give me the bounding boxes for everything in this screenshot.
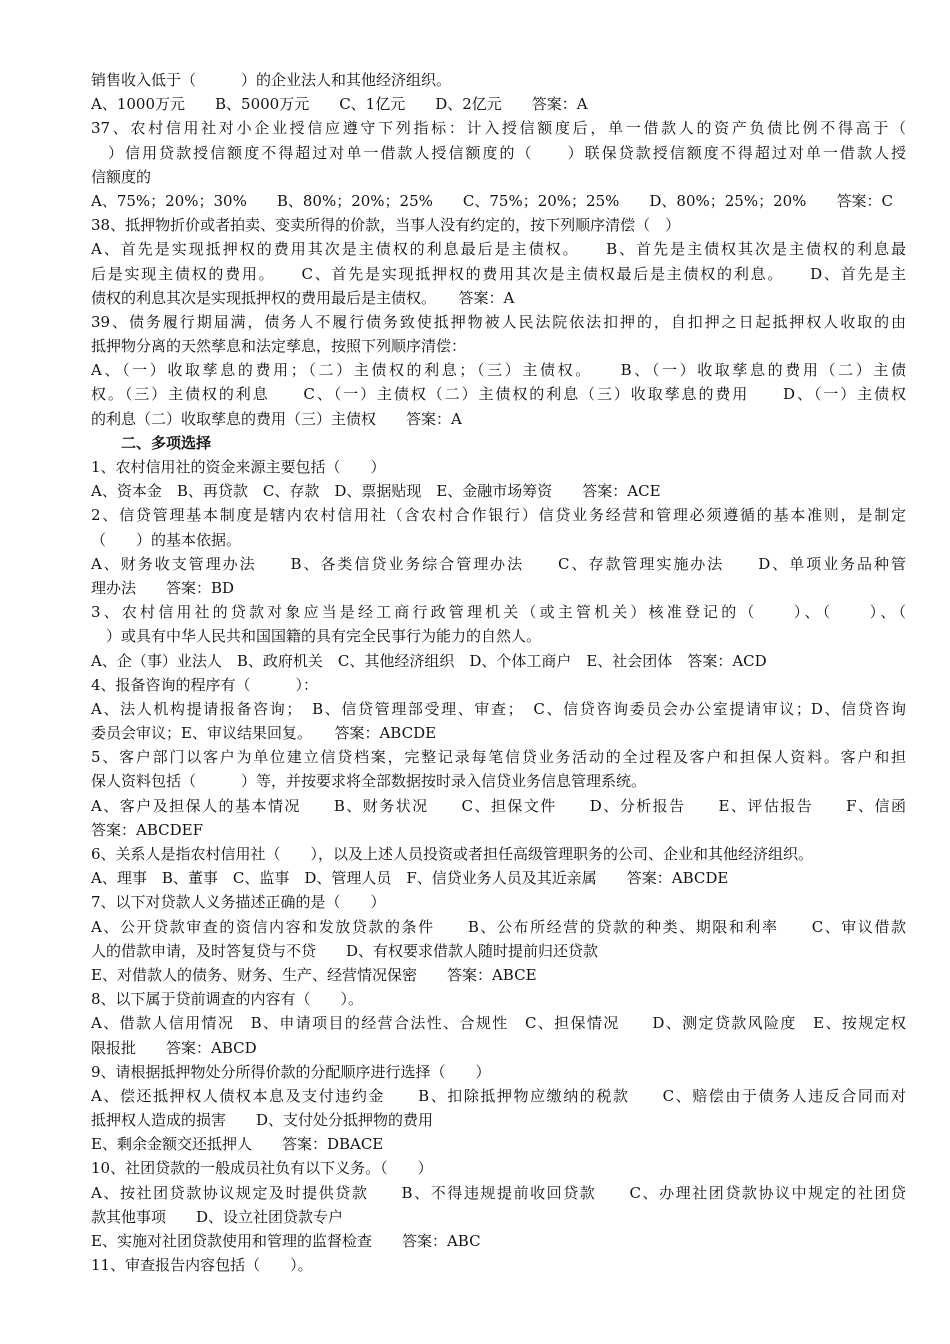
text-line: 6、关系人是指农村信用社（ ），以及上述人员投资或者担任高级管理职务的公司、企业和其他经济组织。 bbox=[91, 845, 814, 863]
text-line: 10、社团贷款的一般成员社负有以下义务。（ ） bbox=[91, 1159, 433, 1178]
text-line: 款其他事项 D、设立社团贷款专户 bbox=[91, 1207, 344, 1226]
text-line: 7、以下对贷款人义务描述正确的是（ ） bbox=[91, 893, 386, 912]
text-line: 后是实现主债权的费用。 C、首先是实现抵押权的费用其次是主债权最后是主债权的利息。 D、首先是主 bbox=[91, 264, 906, 283]
text-line: 1、农村信用社的资金来源主要包括（ ） bbox=[91, 458, 386, 476]
section-heading: 二、多项选择 bbox=[121, 433, 212, 452]
text-line: 理办法 答案：BD bbox=[91, 578, 235, 597]
text-line: 9、请根据抵押物处分所得价款的分配顺序进行选择（ ） bbox=[91, 1062, 491, 1081]
text-line: 抵押权人造成的损害 D、支付处分抵押物的费用 bbox=[91, 1111, 434, 1130]
text-line: 的利息（二）收取孳息的费用（三）主债权 答案：A bbox=[91, 409, 462, 428]
text-line: A、公开贷款审查的资信内容和发放贷款的条件 B、公布所经营的贷款的种类、期限和利率 C、审议借款 bbox=[91, 917, 906, 936]
text-line: ）或具有中华人民共和国国籍的具有完全民事行为能力的自然人。 bbox=[91, 627, 542, 646]
document-body bbox=[91, 68, 906, 1277]
text-line: 38、抵押物折价或者拍卖、变卖所得的价款，当事人没有约定的，按下列顺序清偿（ ） bbox=[91, 216, 681, 235]
text-line: E、剩余金额交还抵押人 答案：DBACE bbox=[91, 1135, 384, 1154]
text-line: 权。（三）主债权的利息 C、（一）主债权（二）主债权的利息（三）收取孳息的费用 D、（一）主债权 bbox=[91, 385, 906, 404]
text-line: （ ）的基本依据。 bbox=[91, 530, 242, 549]
text-line: A、首先是实现抵押权的费用其次是主债权的利息最后是主债权。 B、首先是主债权其次是主债权的利息最 bbox=[91, 240, 906, 259]
text-line: 信额度的 bbox=[91, 167, 152, 186]
text-line: 5、客户部门以客户为单位建立信贷档案，完整记录每笔信贷业务活动的全过程及客户和担保人资料。客户和担 bbox=[91, 748, 906, 767]
text-line: A、1000万元 B、5000万元 C、1亿元 D、2亿元 答案：A bbox=[91, 95, 588, 114]
text-line: 答案：ABCDEF bbox=[91, 820, 203, 839]
text-line: 11、审查报告内容包括（ ）。 bbox=[91, 1256, 313, 1275]
text-line: 委员会审议；E、审议结果回复。 答案：ABCDE bbox=[91, 724, 437, 743]
text-line: E、对借款人的债务、财务、生产、经营情况保密 答案：ABCE bbox=[91, 965, 537, 984]
text-line: 保人资料包括（ ）等，并按要求将全部数据按时录入信贷业务信息管理系统。 bbox=[91, 772, 647, 791]
text-line: 2、信贷管理基本制度是辖内农村信用社（含农村合作银行）信贷业务经营和管理必须遵循的基本准则，是制定 bbox=[91, 506, 906, 525]
text-line: A、客户及担保人的基本情况 B、财务状况 C、担保文件 D、分析报告 E、评估报告 F、信函 bbox=[91, 796, 906, 815]
text-line: ）信用贷款授信额度不得超过对单一借款人授信额度的（ ）联保贷款授信额度不得超过对单一借款人授 bbox=[91, 143, 906, 162]
text-line: A、理事 B、董事 C、监事 D、管理人员 F、信贷业务人员及其近亲属 答案：ABCDE bbox=[91, 869, 729, 888]
text-line: 39、债务履行期届满，债务人不履行债务致使抵押物被人民法院依法扣押的，自扣押之日起抵押权人收取的由 bbox=[91, 312, 906, 331]
text-line: 限报批 答案：ABCD bbox=[91, 1038, 257, 1057]
text-line: 37、农村信用社对小企业授信应遵守下列指标：计入授信额度后，单一借款人的资产负债比例不得高于（ bbox=[91, 119, 906, 138]
text-line: A、企（事）业法人 B、政府机关 C、其他经济组织 D、个体工商户 E、社会团体 答案：ACD bbox=[91, 651, 767, 670]
text-line: 3、农村信用社的贷款对象应当是经工商行政管理机关（或主管机关）核准登记的（ ）、（ ）、（ bbox=[91, 603, 906, 622]
text-line: 销售收入低于（ ）的企业法人和其他经济组织。 bbox=[91, 71, 452, 89]
text-line: A、偿还抵押权人债权本息及支付违约金 B、扣除抵押物应缴纳的税款 C、赔偿由于债务人违反合同而对 bbox=[91, 1086, 906, 1105]
text-line: A、借款人信用情况 B、申请项目的经营合法性、合规性 C、担保情况 D、测定贷款风险度 E、按规定权 bbox=[91, 1014, 906, 1033]
text-line: A、法人机构提请报备咨询； B、信贷管理部受理、审查； C、信贷咨询委员会办公室提请审议；D、信贷咨询 bbox=[91, 699, 906, 718]
text-line: A、（一）收取孳息的费用；（二）主债权的利息；（三）主债权。 B、（一）收取孳息的费用（二）主债 bbox=[91, 361, 906, 380]
text-line: 债权的利息其次是实现抵押权的费用最后是主债权。 答案：A bbox=[91, 288, 515, 307]
text-line: A、财务收支管理办法 B、各类信贷业务综合管理办法 C、存款管理实施办法 D、单项业务品种管 bbox=[91, 554, 906, 573]
text-line: 8、以下属于贷前调查的内容有（ ）。 bbox=[91, 990, 364, 1009]
text-line: A、按社团贷款协议规定及时提供贷款 B、不得违规提前收回贷款 C、办理社团贷款协议中规定的社团贷 bbox=[91, 1183, 906, 1202]
text-line: E、实施对社团贷款使用和管理的监督检查 答案：ABC bbox=[91, 1232, 481, 1250]
text-line: A、资本金 B、再贷款 C、存款 D、票据贴现 E、金融市场筹资 答案：ACE bbox=[91, 482, 661, 501]
text-line: 人的借款申请，及时答复贷与不贷 D、有权要求借款人随时提前归还贷款 bbox=[91, 941, 599, 960]
text-line: 抵押物分离的天然孳息和法定孳息，按照下列顺序清偿： bbox=[91, 337, 467, 356]
text-line: A、75%；20%；30% B、80%；20%；25% C、75%；20%；25% D、80%；25%；20% 答案：C bbox=[91, 191, 893, 210]
text-line: 4、报备咨询的程序有（ ）： bbox=[91, 675, 319, 694]
